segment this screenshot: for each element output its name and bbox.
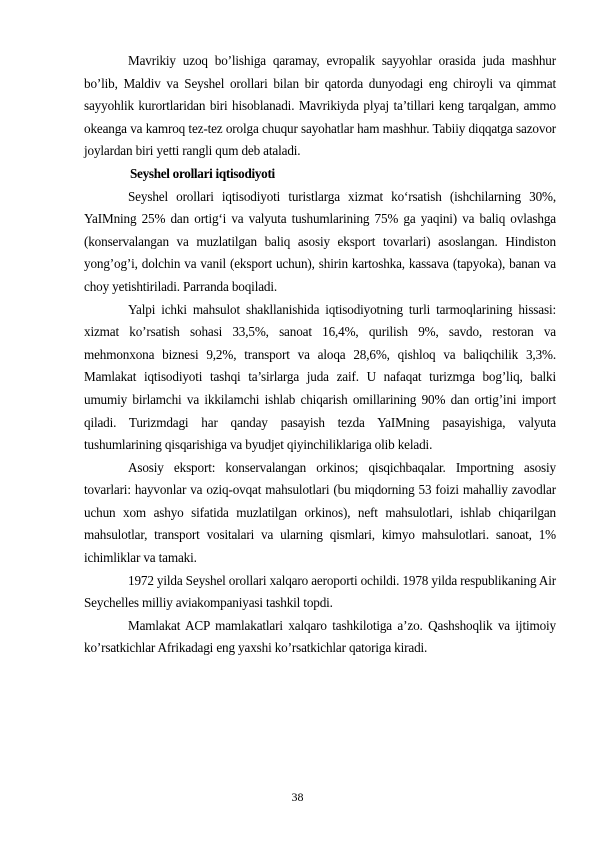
- page-content: [84, 50, 556, 660]
- paragraph-acp-membership: Mamlakat ACP mamlakatlari xalqaro tashkilotiga a’zo. Qashshoqlik va ijtimoiy ko’rsatkichlar Afrikadagi eng yaxshi ko’rsatkichlar qatoriga kiradi.: [84, 617, 556, 656]
- paragraph-economy-basis: Seyshel orollari iqtisodiyoti turistlarga xizmat ko‘rsatish (ishchilarning 30%, YaIMning 25% dan ortig‘i va valyuta tushumlarining 75% ga yaqini) va baliq ovlashga (konservalangan va muzlatilgan baliq asosiy eksport tovarlari) asoslangan. Hindiston yong’og’i, dolchin va vanil (eksport uchun), shirin kartoshka, kassava (tapyoka), banan va choy yetishtiriladi. Parranda boqiladi.: [84, 188, 556, 294]
- paragraph-exports-imports: Asosiy eksport: konservalangan orkinos; qisqichbaqalar. Importning asosiy tovarlari: hayvonlar va oziq-ovqat mahsulotlari (bu miqdorning 53 foizi mahalliy zavodlar uchun xom ashyo sifatida muzlatilgan orkinos), neft mahsulotlari, ishlab chiqarilgan mahsulotlar, transport vositalari va ularning qismlari, kimyo mahsulotlari. sanoat, 1% ichimliklar va tamaki.: [84, 459, 556, 566]
- page-number: 38: [291, 790, 304, 804]
- paragraph-gdp-structure: Yalpi ichki mahsulot shakllanishida iqtisodiyotning turli tarmoqlarining hissasi: xizmat ko’rsatish sohasi 33,5%, sanoat 16,4%, qurilish 9%, savdo, restoran va mehmonxona biznesi 9,2%, transport va aloqa 28,6%, qishloq va baliqchilik 3,3%. Mamlakat iqtisodiyoti tashqi ta’sirlarga juda zaif. U nafaqat turizmga bog’liq, balki umumiy birlamchi va ikkilamchi ishlab chiqarish omillarining 90% dan ortig’ini import qiladi. Turizmdagi har qanday pasayish tezda YaIMning pasayishiga, valyuta tushumlarining qisqarishiga va byudjet qiyinchiliklariga olib keladi.: [84, 301, 556, 453]
- paragraph-airport: 1972 yilda Seyshel orollari xalqaro aeroporti ochildi. 1978 yilda respublikaning Air Seychelles milliy aviakompaniyasi tashkil topdi.: [84, 572, 556, 611]
- paragraph-mauritius: Mavrikiy uzoq bo’lishiga qaramay, evropalik sayyohlar orasida juda mashhur bo’lib, Maldiv va Seyshel orollari bilan bir qatorda dunyodagi eng chiroyli va qimmat sayyohlik kurortlaridan biri hisoblanadi. Mavrikiyda plyaj ta’tillari keng tarqalgan, ammo okeanga va kamroq tez-tez orolga chuqur sayohatlar ham mashhur. Tabiiy diqqatga sazovor joylardan biri yetti rangli qum deb ataladi.: [84, 53, 556, 159]
- section-heading: Seyshel orollari iqtisodiyoti: [130, 165, 275, 181]
